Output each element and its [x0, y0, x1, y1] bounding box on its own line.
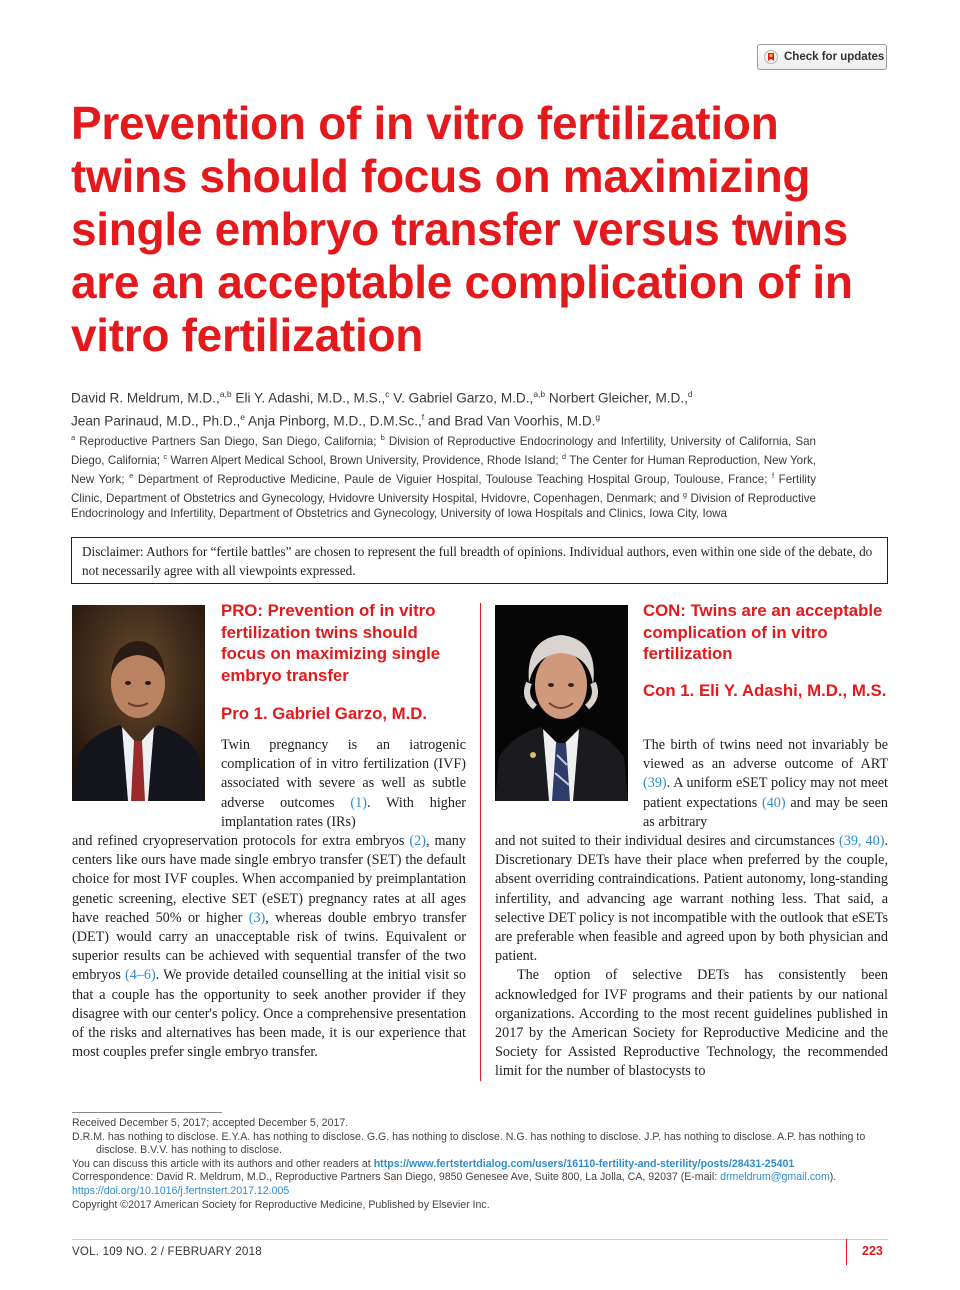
- pro-subheading: Pro 1. Gabriel Garzo, M.D.: [221, 704, 428, 723]
- author-photo-garzo: [72, 605, 205, 801]
- author-name: V. Gabriel Garzo, M.D.,: [389, 390, 534, 406]
- check-for-updates-label: Check for updates: [784, 51, 885, 63]
- author-affiliation-marker: c: [385, 389, 390, 399]
- affiliation-text: Reproductive Partners San Diego, San Diego, California;: [75, 434, 381, 448]
- author-affiliation-marker: g: [595, 411, 601, 422]
- author-name: Norbert Gleicher, M.D.,: [545, 390, 688, 406]
- affiliation-marker: a: [71, 433, 76, 442]
- disclosures: D.R.M. has nothing to disclose. E.Y.A. has nothing to disclose. G.G. has nothing to disclose. N.G. has nothing to disclose. J.P. has nothing to disclose. A.P. has nothing to disclose. B.V.V. has nothing to disclose.: [72, 1130, 866, 1157]
- pro-text-segment: . With higher implantation rates (IRs): [221, 794, 466, 830]
- author-affiliation-marker: a,b: [219, 389, 232, 399]
- pro-body-upper: [221, 736, 466, 832]
- page-number: 223: [862, 1244, 883, 1258]
- author-name: Eli Y. Adashi, M.D., M.S.,: [231, 390, 386, 406]
- affiliation-text: The Center for Human Reproduction, New York, New York;: [71, 453, 817, 486]
- pro-text-segment: Twin pregnancy is an iatrogenic complication of in vitro fertilization (IVF) associated with severe as well as subtle adverse outcomes: [221, 737, 466, 811]
- affiliation-marker: b: [380, 433, 385, 442]
- citation-link[interactable]: (2): [409, 833, 426, 849]
- author-affiliation-marker: f: [421, 411, 425, 422]
- author-name: Anja Pinborg, M.D., D.M.Sc.,: [244, 413, 422, 429]
- pro-heading: PRO: Prevention of in vitro fertilization twins should focus on maximizing single embryo transfer: [221, 601, 441, 685]
- footnotes: [72, 1117, 888, 1212]
- footnote-rule: [72, 1112, 222, 1113]
- affiliation-text: Division of Reproductive Endocrinology and Infertility, Department of Obstetrics and Gynecology, University of Iowa Hospitals and Clinics, Iowa City, Iowa: [71, 492, 817, 521]
- author-name: and Brad Van Voorhis, M.D.: [424, 413, 596, 429]
- author-list: [71, 385, 891, 430]
- citation-link[interactable]: (4–6): [124, 967, 156, 984]
- affiliation-marker: f: [771, 471, 775, 481]
- citation-link[interactable]: (1): [350, 794, 367, 811]
- con-paragraph-2: The option of selective DETs has consistently been acknowledged for IVF programs and their patients by our national organizations. According to the most recent guidelines published in 2017 by the American Society for Reproductive Medicine and the Society for Assisted Reproductive Technology, the recommended limit for the number of blastocysts to: [495, 967, 888, 1080]
- received-dates: Received December 5, 2017; accepted December 5, 2017.: [72, 1117, 349, 1129]
- crossmark-icon: [764, 50, 778, 64]
- bottom-rule: [72, 1239, 888, 1240]
- check-for-updates-button[interactable]: [757, 44, 887, 70]
- affiliation-text: Fertility Clinic, Department of Obstetrics and Gynecology, Hvidovre University Hospital, Hvidovre, Copenhagen, Denmark; and: [71, 472, 817, 506]
- pro-text-segment: . We provide detailed counselling at the initial visit so that a couple has the opportunity to seek another provider if they disagree with our center's policy. Once a comprehensive presentation of the risks and alternatives has been made, it is our experience that most couples prefer single embryo transfer.: [72, 967, 466, 1061]
- doi-link[interactable]: https://doi.org/10.1016/j.fertnstert.2017.12.005: [72, 1184, 290, 1197]
- affiliation-text: Division of Reproductive Endocrinology and Infertility, University of California, San Diego, California;: [71, 434, 817, 467]
- author-name: Jean Parinaud, M.D., Ph.D.,: [71, 413, 241, 429]
- affiliation-marker: e: [129, 471, 134, 481]
- con-subheading: Con 1. Eli Y. Adashi, M.D., M.S.: [643, 681, 887, 700]
- author-affiliation-marker: a,b: [533, 389, 546, 399]
- affiliations: [71, 430, 816, 521]
- affiliation-text: Warren Alpert Medical School, Brown University, Providence, Rhode Island;: [167, 453, 562, 467]
- disclaimer-box: Disclaimer: Authors for “fertile battles” are chosen to represent the full breadth of opinions. Individual authors, even within one side of the debate, do not necessarily agree with all viewpoints expressed.: [71, 537, 888, 584]
- citation-link[interactable]: (40): [761, 794, 786, 811]
- affiliation-marker: g: [682, 490, 688, 500]
- affiliation-marker: d: [561, 452, 567, 462]
- author-affiliation-marker: d: [687, 389, 693, 399]
- author-affiliation-marker: e: [240, 411, 245, 422]
- con-heading: CON: Twins are an acceptable complication of in vitro fertilization: [643, 601, 883, 663]
- correspondence-suffix: ).: [829, 1171, 837, 1184]
- column-divider: [480, 603, 481, 1081]
- author-photo-adashi: [495, 605, 628, 801]
- author-name: David R. Meldrum, M.D.,: [71, 390, 220, 406]
- page-number-divider: [846, 1239, 847, 1265]
- citation-link[interactable]: (3): [248, 909, 266, 926]
- con-body-upper: The birth of twins need not invariably be viewed as an adverse outcome of ART (39). A uniform eSET policy may not meet patient expectations (40) and may be seen as arbitrary: [643, 737, 888, 830]
- discussion-link[interactable]: https://www.fertstertdialog.com/users/16110-fertility-and-sterility/posts/28431-25401: [373, 1157, 795, 1170]
- affiliation-marker: c: [163, 452, 168, 462]
- pro-body: and refined cryopreservation protocols for extra embryos (2), many centers like ours have made single embryo transfer (SET) the default choice for most IVF couples. When accompanied by preimplantation genetic screening, elective SET (eSET) pregnancy rates at all ages have reached 50% or higher (3), whereas double embryo transfer (DET) would carry an unacceptable risk of twins. Equivalent or superior results can be achieved with sequential transfer of the two embryos (4–6). We provide detailed counselling at the initial visit so that a couple has the opportunity to seek another provider if they disagree with our center's policy. Once a comprehensive presentation of the risks and alternatives has been made, it is our experience that most couples prefer single embryo transfer.: [72, 833, 466, 1061]
- journal-volume-info: VOL. 109 NO. 2 / FEBRUARY 2018: [72, 1245, 262, 1258]
- citation-link[interactable]: (39, 40): [839, 833, 885, 849]
- discuss-prefix: You can discuss this article with its authors and other readers at: [72, 1157, 374, 1170]
- email-link[interactable]: drmeldrum@gmail.com: [720, 1171, 830, 1184]
- con-body: and not suited to their individual desires and circumstances (39, 40). Discretionary DETs have their place when preferred by the couple, absent overriding contraindications. Patient autonomy, long-standing infertility, and advancing age warrant nothing less. That said, a selective DET policy is not incompatible with the outlook that eSETs are preferable when feasible and agreed upon by both physician and patient. The option of selective DETs has consistently been acknowledged for IVF programs and their patients by our national organizations. According to the most recent guidelines published in 2017 by the American Society for Reproductive Medicine and the Society for Assisted Reproductive Technology, the recommended limit for the number of blastocysts to: [495, 832, 888, 1082]
- con-text-segment: . Discretionary DETs have their place when preferred by the couple, absent overriding contraindications. Patient autonomy, long-standing infertility, and advancing age warrant nothing less. That said, a selective DET policy is not incompatible with the outlook that eSETs are preferable when feasible and agreed upon by both physician and patient.: [495, 833, 888, 965]
- copyright: Copyright ©2017 American Society for Reproductive Medicine, Published by Elsevier Inc.: [72, 1198, 490, 1211]
- correspondence-text: Correspondence: David R. Meldrum, M.D., Reproductive Partners San Diego, 9850 Genesee Ave, Suite 800, La Jolla, CA, 92037 (E-mail:: [72, 1171, 721, 1184]
- article-title: Prevention of in vitro fertilization twins should focus on maximizing single embryo transfer versus twins are an acceptable complication of in vitro fertilization: [71, 97, 853, 361]
- citation-link[interactable]: (39): [643, 775, 667, 792]
- affiliation-text: Department of Reproductive Medicine, Paule de Viguier Hospital, Toulouse Teaching Hospital Group, Toulouse, France;: [133, 472, 772, 486]
